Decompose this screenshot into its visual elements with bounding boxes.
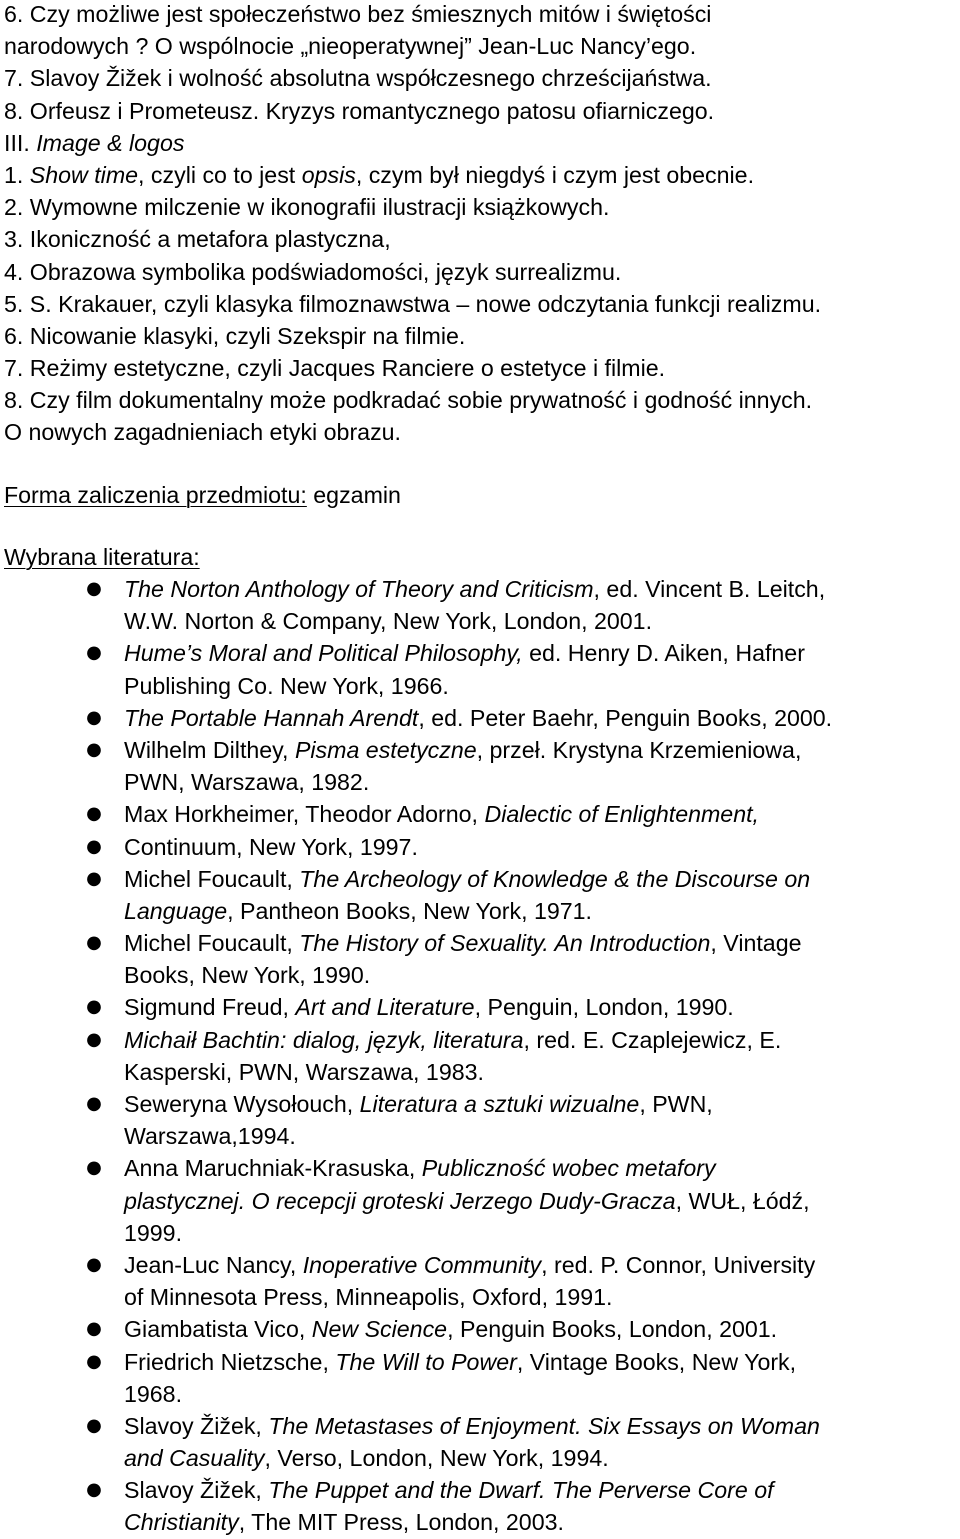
title-italic: Inoperative Community [302, 1251, 542, 1278]
bullet-icon: ● [86, 1479, 102, 1501]
bibliography-entry [4, 1088, 956, 1152]
section-number: III. [4, 129, 37, 156]
literature-heading [4, 541, 956, 573]
bibliography-entry [4, 863, 956, 927]
bibliography-line [124, 734, 956, 766]
title-italic: New Science [311, 1316, 448, 1343]
bibliography-line [124, 895, 956, 927]
bibliography-line [124, 637, 956, 669]
program-line: 6. Czy możliwe jest społeczeństwo bez śmiesznych mitów i świętości [4, 1, 712, 27]
citation-text: , WUŁ, Łódź, [675, 1187, 810, 1214]
item-text: , czym był niegdyś i czym jest obecnie. [355, 161, 755, 188]
bullet-icon: ● [86, 1253, 102, 1275]
title-italic: Hume’s Moral and Political Philosophy, [124, 640, 523, 667]
citation-text: , PWN, [639, 1091, 713, 1117]
title-italic: The Portable Hannah Arendt [124, 704, 419, 731]
citation-text: 1999. [124, 1219, 183, 1246]
title-italic: The Metastases of Enjoyment. Six Essays on Woman [268, 1412, 820, 1439]
citation-text: , red. P. Connor, University [541, 1251, 816, 1278]
citation-text: 1968. [124, 1380, 183, 1407]
bullet-icon: ● [86, 803, 102, 825]
bibliography-line [124, 959, 956, 991]
citation-text: , Penguin, London, 1990. [474, 994, 734, 1021]
section-heading [4, 127, 956, 159]
bullet-icon: ● [86, 1414, 102, 1436]
bibliography-line [124, 1474, 956, 1506]
title-italic: Christianity [124, 1509, 239, 1536]
bibliography-entry [4, 1024, 956, 1088]
citation-text: , The MIT Press, London, 2003. [238, 1509, 564, 1536]
bullet-icon: ● [86, 1157, 102, 1179]
assessment-value: egzamin [306, 481, 401, 508]
citation-text: ed. Henry D. Aiken, Hafner [522, 640, 805, 667]
citation-text: Seweryna Wysołouch, [124, 1091, 360, 1117]
citation-text: , Pantheon Books, New York, 1971. [227, 897, 592, 924]
citation-text: Wilhelm Dilthey, [124, 736, 295, 763]
bibliography-line [124, 605, 956, 637]
bullet-icon: ● [86, 642, 102, 664]
bibliography-entry [4, 1249, 956, 1313]
title-italic: The Will to Power [335, 1348, 517, 1375]
bullet-icon: ● [86, 578, 102, 599]
title-italic: Michaił Bachtin: dialog, język, literatura [124, 1026, 524, 1053]
citation-text: Jean-Luc Nancy, [124, 1251, 303, 1278]
program-line [4, 159, 956, 191]
title-italic: The Archeology of Knowledge & the Discourse on [299, 865, 811, 892]
bibliography-entry [4, 1346, 956, 1410]
bibliography-line [124, 1088, 956, 1120]
bibliography-entry [4, 702, 956, 734]
bibliography-entry [4, 831, 956, 863]
bullet-icon: ● [86, 1093, 102, 1114]
program-line: O nowych zagadnieniach etyki obrazu. [4, 419, 401, 446]
citation-text: W.W. Norton & Company, New York, London, 2001. [124, 608, 653, 635]
item-number: 1. [4, 161, 30, 188]
bibliography-line [124, 1249, 956, 1281]
program-line: narodowych ? O wspólnocie „nieoperatywnej” Jean-Luc Nancy’ego. [4, 33, 697, 60]
program-line: 4. Obrazowa symbolika podświadomości, język surrealizmu. [4, 258, 622, 285]
citation-text: Slavoy Žižek, [124, 1412, 269, 1439]
bibliography-line [124, 766, 956, 798]
bibliography-line [124, 573, 956, 605]
title-italic: Art and Literature [295, 994, 475, 1021]
title-italic: The History of Sexuality. An Introduction [299, 930, 711, 957]
bullet-icon: ● [86, 1318, 102, 1340]
citation-text: Sigmund Freud, [124, 994, 296, 1021]
literature-label: Wybrana literatura: [4, 543, 200, 570]
item-text: , czyli co to jest [138, 161, 302, 188]
assessment-label: Forma zaliczenia przedmiotu: [4, 481, 307, 508]
citation-text: of Minnesota Press, Minneapolis, Oxford, 1991. [124, 1284, 613, 1311]
citation-text: , przeł. Krystyna Krzemieniowa, [476, 736, 802, 763]
bibliography-entry [4, 798, 956, 830]
bibliography-line [124, 927, 956, 959]
bibliography-entry [4, 573, 956, 637]
bibliography-entry [4, 637, 956, 701]
bullet-icon: ● [86, 867, 102, 889]
bullet-icon: ● [86, 1350, 102, 1372]
program-line: 8. Czy film dokumentalny może podkradać sobie prywatność i godność innych. [4, 387, 813, 414]
bibliography-line [124, 1120, 956, 1152]
citation-text: , Vintage [710, 930, 802, 957]
program-line: 5. S. Krakauer, czyli klasyka filmoznawstwa – nowe odczytania funkcji realizmu. [4, 290, 822, 317]
title-italic: The Puppet and the Dwarf. The Perverse Core of [268, 1477, 774, 1504]
bibliography-entry [4, 1410, 956, 1474]
item-italic: opsis [301, 161, 356, 188]
bibliography-line [124, 670, 956, 702]
bibliography-line [124, 702, 956, 734]
bibliography-line [124, 1313, 956, 1345]
bibliography-line [124, 831, 956, 863]
citation-text: , ed. Peter Baehr, Penguin Books, 2000. [418, 704, 833, 731]
citation-text: , Vintage Books, New York, [516, 1348, 797, 1375]
title-italic: Language [124, 897, 228, 924]
title-italic: Publiczność wobec metafory [421, 1155, 716, 1182]
bibliography-line [124, 1185, 956, 1217]
bibliography-line [124, 1152, 956, 1184]
citation-text: Kasperski, PWN, Warszawa, 1983. [124, 1058, 484, 1085]
bibliography-line [124, 1378, 956, 1410]
bibliography-line [124, 863, 956, 895]
item-italic: Show time [29, 161, 139, 188]
bibliography-entry [4, 734, 956, 798]
bibliography-line [124, 1217, 956, 1249]
program-line: 6. Nicowanie klasyki, czyli Szekspir na filmie. [4, 322, 466, 349]
title-italic: and Casuality [124, 1445, 265, 1472]
title-italic: Pisma estetyczne [294, 736, 477, 763]
citation-text: Continuum, New York, 1997. [124, 833, 418, 860]
bullet-icon: ● [86, 996, 102, 1018]
bibliography-line [124, 1410, 956, 1442]
bibliography-list [4, 573, 956, 1539]
bullet-icon: ● [86, 1028, 102, 1050]
citation-text: , Penguin Books, London, 2001. [447, 1316, 778, 1343]
citation-text: Books, New York, 1990. [124, 962, 371, 989]
program-line: 8. Orfeusz i Prometeusz. Kryzys romantycznego patosu ofiarniczego. [4, 97, 715, 124]
title-italic: plastycznej. O recepcji groteski Jerzego Dudy-Gracza [124, 1187, 676, 1214]
citation-text: Anna Maruchniak-Krasuska, [124, 1155, 422, 1182]
bibliography-entry [4, 991, 956, 1023]
program-list [4, 0, 956, 449]
program-line: 7. Reżimy estetyczne, czyli Jacques Ranciere o estetyce i filmie. [4, 355, 666, 382]
bibliography-entry [4, 1313, 956, 1345]
citation-text: , red. E. Czaplejewicz, E. [523, 1026, 782, 1053]
bullet-icon: ● [86, 738, 102, 760]
citation-text: Warszawa,1994. [124, 1123, 296, 1150]
bullet-icon: ● [86, 932, 102, 954]
bibliography-line [124, 798, 956, 830]
citation-text: , Verso, London, New York, 1994. [264, 1445, 609, 1472]
citation-text: Friedrich Nietzsche, [124, 1348, 336, 1375]
title-italic: Dialectic of Enlightenment, [484, 801, 759, 828]
document-page [4, 0, 956, 1539]
bibliography-entry [4, 1474, 956, 1538]
title-italic: Literatura a sztuki wizualne [359, 1091, 640, 1117]
citation-text: Slavoy Žižek, [124, 1477, 269, 1504]
bibliography-line [124, 1024, 956, 1056]
program-line: 2. Wymowne milczenie w ikonografii ilustracji książkowych. [4, 194, 610, 221]
assessment-line [4, 479, 956, 511]
bibliography-line [124, 991, 956, 1023]
title-italic: The Norton Anthology of Theory and Criticism [124, 576, 594, 602]
bibliography-line [124, 1506, 956, 1538]
bullet-icon: ● [86, 706, 102, 728]
citation-text: Giambatista Vico, [124, 1316, 312, 1343]
citation-text: , ed. Vincent B. Leitch, [593, 576, 826, 602]
bibliography-entry [4, 927, 956, 991]
citation-text: Publishing Co. New York, 1966. [124, 672, 449, 699]
section-title: Image & logos [36, 129, 185, 156]
citation-text: PWN, Warszawa, 1982. [124, 769, 370, 796]
program-line: 3. Ikoniczność a metafora plastyczna, [4, 226, 391, 253]
citation-text: Michel Foucault, [124, 865, 300, 892]
bibliography-entry [4, 1152, 956, 1249]
citation-text: Michel Foucault, [124, 930, 300, 957]
bibliography-line [124, 1281, 956, 1313]
citation-text: Max Horkheimer, Theodor Adorno, [124, 801, 485, 828]
program-line: 7. Slavoy Žižek i wolność absolutna współczesnego chrześcijaństwa. [4, 65, 712, 92]
bibliography-line [124, 1346, 956, 1378]
bullet-icon: ● [86, 835, 102, 857]
bibliography-line [124, 1056, 956, 1088]
bibliography-line [124, 1442, 956, 1474]
